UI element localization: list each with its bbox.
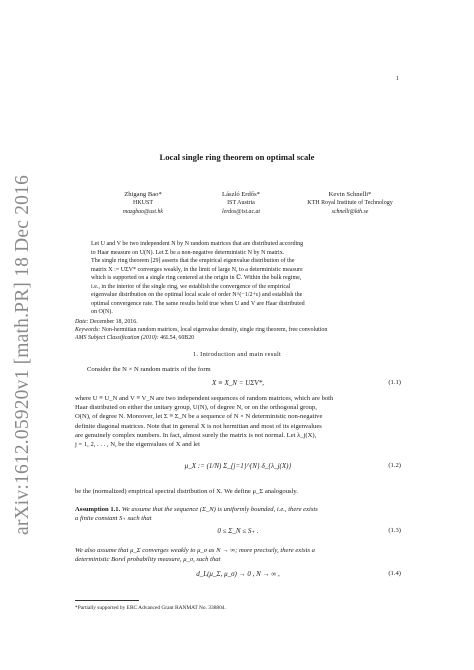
abstract-line: which is supported on a single ring centered at the origin in ℂ. Within the bulk regime,	[91, 275, 302, 282]
author-email: lerdos@ist.ac.at	[222, 209, 260, 215]
assumption-1-1	[75, 505, 401, 523]
section-heading: 1. Introduction and main result	[192, 351, 282, 358]
assumption-text: We assume that the sequence (Σ_N) is uniformly bounded, i.e., there exists	[121, 506, 318, 513]
text-line: j = 1, 2, . . . , N, be the eigenvalues of X and let	[75, 441, 200, 449]
abstract-line: eigenvalue distribution on the optimal local scale of order N^(−1/2+ε) and establish the	[91, 292, 303, 299]
author-affiliation: IST Austria	[227, 200, 255, 206]
page-number: 1	[396, 76, 399, 82]
text-line: deterministic Borel probability measure, μ_σ, such that	[75, 556, 221, 564]
ams-label: AMS Subject Classification (2010):	[75, 335, 159, 341]
equation-1-1	[75, 379, 401, 391]
abstract-line: matrix X := UΣV* converges weakly, in the limit of large N, to a deterministic measure	[91, 266, 303, 273]
author-block	[285, 190, 415, 217]
text-line: are genuinely complex numbers. In fact, almost surely the matrix is not normal. Let λ_j(X),	[75, 431, 317, 439]
author-name: László Erdős*	[222, 191, 260, 198]
author-block	[186, 190, 296, 217]
paragraph-2	[75, 394, 401, 449]
intro-paragraph: Consider the N × N random matrix of the form	[87, 366, 211, 373]
abstract-line: to Haar measure on U(N). Let Σ be a non-negative deterministic N by N matrix.	[91, 249, 285, 256]
keywords-line	[75, 326, 401, 334]
author-block	[88, 190, 198, 217]
equation-1-4	[75, 570, 401, 582]
keywords-value: Non-hermitian random matrices, local eigenvalue density, single ring theorem, free convolution	[101, 327, 328, 333]
equation-body: μ_X := (1/N) Σ_{j=1}^{N} δ_{λ_j(X)}	[184, 462, 292, 470]
footnote-rule	[75, 600, 139, 601]
equation-body: 0 ≤ Σ_N ≤ S₊ .	[217, 527, 259, 535]
date-line	[75, 318, 401, 326]
ams-value: 46L54, 60B20	[160, 335, 195, 341]
ams-line	[75, 334, 401, 342]
equation-number: (1.3)	[388, 527, 401, 534]
author-affiliation: HKUST	[132, 200, 153, 206]
text-line: We also assume that μ_Σ converges weakly to μ_σ as N → ∞; more precisely, there exists a	[75, 547, 315, 554]
date-value: December 18, 2016.	[89, 319, 138, 325]
equation-body: X ≡ X_N = UΣV*,	[212, 379, 264, 387]
abstract-line: i.e., in the interior of the single ring, we establish the convergence of the empirical	[91, 283, 291, 290]
footnote: *Partially supported by ERC Advanced Grant RANMAT No. 338804.	[75, 605, 226, 611]
author-affiliation: KTH Royal Institute of Technology	[307, 200, 393, 206]
author-name: Kevin Schnelli*	[328, 191, 372, 198]
abstract-line: on O(N).	[91, 309, 113, 316]
text-line: definite diagonal matrices. Note that in general X is not hermitian and most of its eigenvalues	[75, 422, 322, 430]
equation-number: (1.2)	[388, 462, 401, 469]
equation-body: d_L(μ_Σ, μ_σ) → 0 , N → ∞ ,	[196, 570, 280, 578]
text-line: Haar distributed on either the unitary group, U(N), of degree N, or on the orthogonal group,	[75, 404, 317, 412]
author-email: mazgbao@ust.hk	[123, 209, 163, 215]
author-email: schnelli@kth.se	[331, 209, 369, 215]
keywords-label: Keywords:	[75, 327, 101, 333]
equation-1-2	[75, 462, 401, 474]
equation-number: (1.4)	[388, 570, 401, 577]
text-line: a finite constant S₊ such that	[75, 515, 152, 523]
equation-1-3	[75, 527, 401, 539]
abstract	[91, 240, 385, 317]
text-line: O(N), of degree N. Moreover, let Σ ≡ Σ_N be a sequence of N × N deterministic non-negative	[75, 413, 323, 421]
paragraph-4	[75, 546, 401, 564]
date-label: Date:	[75, 319, 89, 325]
abstract-line: The single ring theorem [29] asserts that the empirical eigenvalue distribution of the	[91, 258, 295, 265]
paper-title: Local single ring theorem on optimal scale	[159, 152, 315, 162]
assumption-label: Assumption 1.1.	[75, 506, 121, 513]
text-line	[75, 505, 401, 514]
abstract-line: Let U and V be two independent N by N random matrices that are distributed according	[91, 241, 304, 247]
arxiv-stamp-text: arXiv:1612.05920v1 [math.PR] 18 Dec 2016	[12, 174, 33, 536]
abstract-line: optimal convergence rate. The same results hold true when U and V are Haar distributed	[91, 300, 305, 307]
text-line: where U ≡ U_N and V ≡ V_N are two independent sequences of random matrices, which are both	[75, 395, 334, 402]
author-name: Zhigang Bao*	[124, 191, 162, 198]
equation-number: (1.1)	[388, 379, 401, 386]
paragraph-3: be the (normalized) empirical spectral distribution of X. We define μ_Σ analogously.	[75, 488, 298, 495]
